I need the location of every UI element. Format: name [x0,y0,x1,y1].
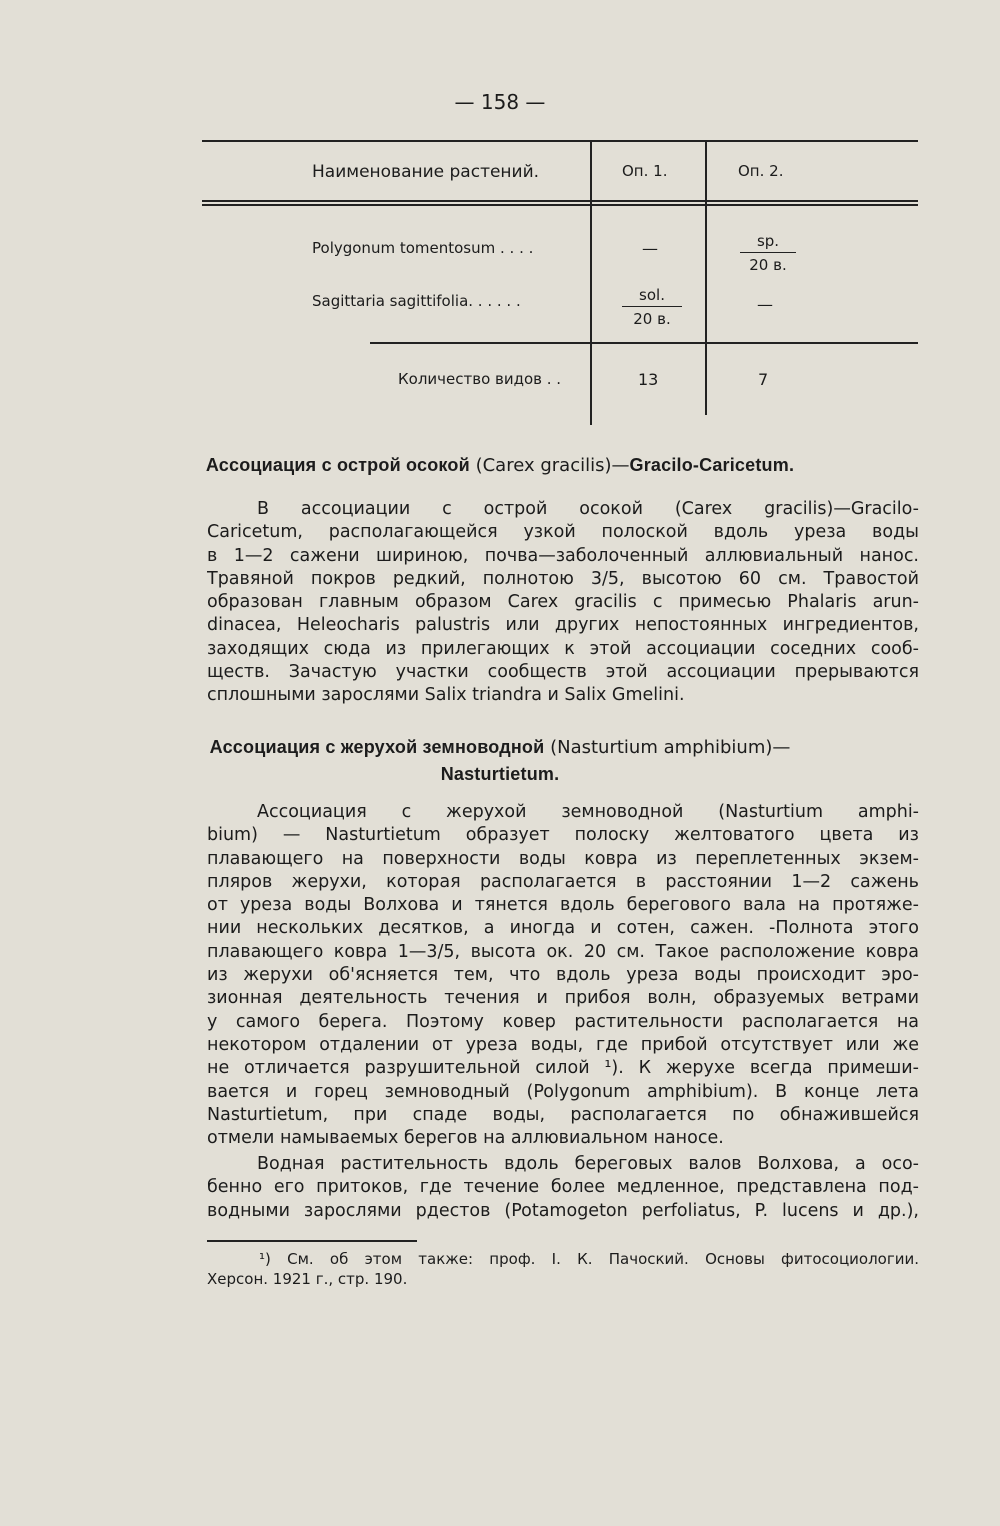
heading-bold-latin: Gracilo-Caricetum. [629,455,795,475]
section-heading [0,734,1000,788]
page-number: — 158 — [454,90,546,114]
paragraph [207,1153,919,1223]
text-line: бенно его притоков, где течение более медленное, представлена под- [207,1177,919,1198]
heading-bold-latin: Nasturtietum. [440,764,560,784]
heading-latin: (Carex gracilis)— [475,455,630,476]
total-op2: 7 [758,370,769,389]
section-heading [0,452,1000,479]
table-row-name: Sagittaria sagittifolia. . . . . . [312,292,521,310]
text-line: bium) — Nasturtietum образует полоску желтоватого цвета из [207,825,919,846]
fraction-denominator: 20 в. [622,306,682,328]
text-line: Травяной покров редкий, полнотою 3/5, высотою 60 см. Травостой [207,568,919,589]
text-line: у самого берега. Поэтому ковер растительности располагается на [207,1011,919,1032]
heading-latin: (Nasturtium amphibium)— [550,737,791,758]
text-line: в 1—2 сажени шириною, почва—заболоченный аллювиальный нанос. [207,545,919,566]
species-table [202,140,918,425]
fraction-numerator: sp. [756,232,780,250]
text-line: пляров жерухи, которая располагается в расстоянии 1—2 сажень [207,871,919,892]
table-cell-fraction [740,232,796,274]
fraction-denominator: 20 в. [740,252,796,274]
text-line: dinacea, Heleocharis palustris или других непостоянных ингредиентов, [207,615,919,636]
header-plant-name: Наименование растений. [312,162,540,182]
paragraph [207,801,919,1150]
table-col-divider-2 [705,140,707,415]
footnote-rule [207,1240,417,1242]
text-line: вается и горец земноводный (Polygonum amphibium). В конце лета [207,1081,919,1102]
footnote-line: Херсон. 1921 г., стр. 190. [207,1270,408,1288]
heading-bold: Ассоциация с острой осокой [205,455,470,475]
text-line: ществ. Зачастую участки сообществ этой ассоциации прерываются [207,662,919,683]
footnote-line: ¹) См. об этом также: проф. I. К. Пачоский. Основы фитосоциологии. [259,1250,919,1268]
table-row-name: Polygonum tomentosum . . . . [312,239,534,257]
text-line: сплошными зарослями Salix triandra и Salix Gmelini. [207,685,685,706]
text-line: заходящих сюда из прилегающих к этой ассоциации соседних сооб- [207,638,919,659]
text-line: из жерухи об'ясняется тем, что вдоль уреза воды происходит эро- [207,965,919,986]
text-line: некотором отдалении от уреза воды, где прибой отсутствует или же [207,1034,919,1055]
table-col-divider-1 [590,140,592,425]
text-line: отмели намываемых берегов на аллювиальном наносе. [207,1128,724,1149]
table-header-rule [202,200,918,202]
text-line: плавающего на поверхности воды ковра из переплетенных экзем- [207,848,919,869]
text-line: нии нескольких десятков, а иногда и сотен, сажен. -Полнота этого [207,918,919,939]
text-line: плавающего ковра 1—3/5, высота ок. 20 см. Такое расположение ковра [207,941,919,962]
table-header-rule-2 [202,204,918,206]
header-op2: Оп. 2. [738,162,784,180]
text-line: Водная растительность вдоль береговых валов Волхова, а осо- [257,1154,919,1174]
table-cell-dash: — [642,239,658,258]
table-total-rule [370,342,918,344]
text-line: Caricetum, располагающейся узкой полоской вдоль уреза воды [207,522,919,543]
text-line: от уреза воды Волхова и тянется вдоль берегового вала на протяже- [207,895,919,916]
text-line: образован главным образом Carex gracilis с примесью Phalaris arun- [207,592,919,613]
text-line: не отличается разрушительной силой ¹). К жерухе всегда примеши- [207,1058,919,1079]
text-line: Ассоциация с жерухой земноводной (Nasturtium amphi- [257,802,919,822]
footnote [207,1249,919,1289]
header-op1: Оп. 1. [622,162,668,180]
table-cell-fraction [622,286,682,328]
total-label: Количество видов . . [398,370,562,388]
table-cell-dash: — [757,295,773,314]
text-line: водными зарослями рдестов (Potamogeton perfoliatus, P. lucens и др.), [207,1200,919,1221]
fraction-numerator: sol. [639,286,665,304]
table-top-rule [202,140,918,142]
text-line: В ассоциации с острой осокой (Carex gracilis)—Gracilo- [257,499,919,519]
text-line: Nasturtietum, при спаде воды, располагается по обнажившейся [207,1104,919,1125]
text-line: зионная деятельность течения и прибоя волн, образуемых ветрами [207,988,919,1009]
total-op1: 13 [638,370,659,389]
paragraph [207,498,919,708]
heading-bold: Ассоциация с жерухой земноводной [209,737,545,757]
